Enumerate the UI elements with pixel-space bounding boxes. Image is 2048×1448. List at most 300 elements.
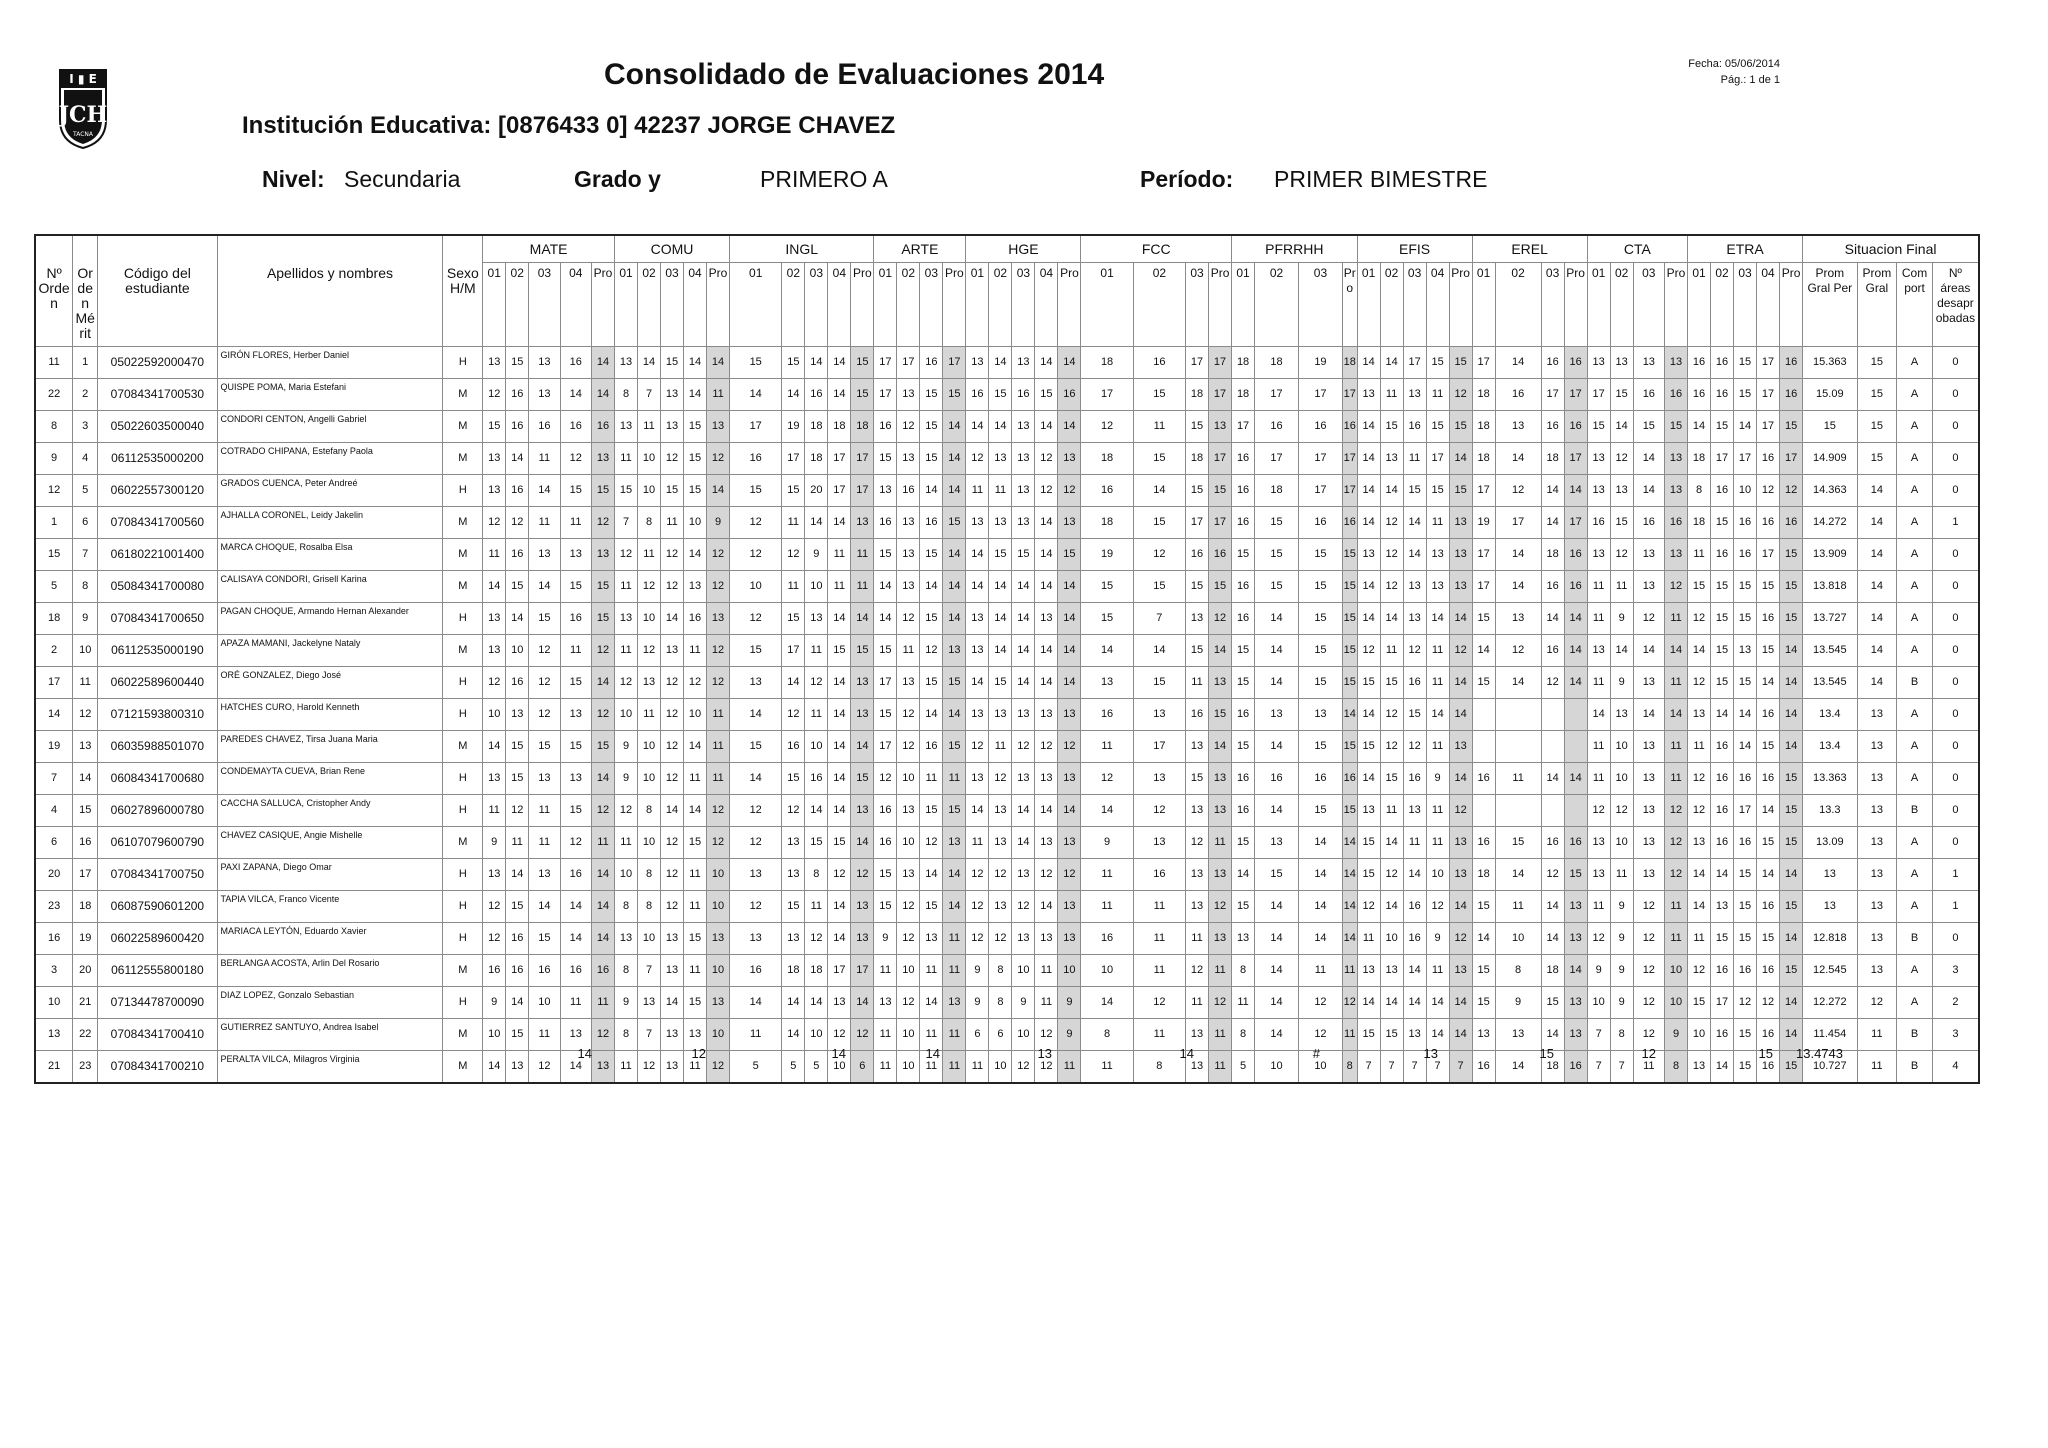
promedio-cell: 13 — [1209, 859, 1232, 891]
area-average: 14 — [925, 1046, 940, 1061]
grade-cell: 15 — [1380, 411, 1403, 443]
sub-header: 02 — [638, 263, 661, 347]
grade-cell: 16 — [730, 955, 782, 987]
grade-cell: 13 — [560, 763, 591, 795]
promedio-cell: 11 — [707, 763, 730, 795]
promedio-cell: 16 — [1342, 507, 1357, 539]
promedio-cell: 14 — [943, 539, 966, 571]
grade-cell: 16 — [1711, 539, 1734, 571]
nro-cell: 10 — [35, 987, 73, 1019]
grade-cell: 16 — [1232, 443, 1255, 475]
grade-cell: 14 — [684, 347, 707, 379]
sub-header: 03 — [1012, 263, 1035, 347]
grade-cell: 8 — [989, 987, 1012, 1019]
areas-desaprobadas-cell: 3 — [1932, 955, 1979, 987]
grade-cell: 14 — [1255, 1019, 1299, 1051]
grade-cell: 15 — [1298, 571, 1342, 603]
areas-desaprobadas-cell: 0 — [1932, 667, 1979, 699]
promedio-cell — [1564, 731, 1587, 763]
nro-cell: 20 — [35, 859, 73, 891]
promedio-cell: 15 — [943, 795, 966, 827]
grade-cell: 12 — [989, 763, 1012, 795]
promedio-cell: 18 — [1342, 347, 1357, 379]
prom-per-cell: 12.545 — [1803, 955, 1857, 987]
grade-cell: 15 — [1133, 443, 1185, 475]
grade-cell: 15 — [920, 891, 943, 923]
promedio-cell: 13 — [1449, 571, 1472, 603]
sub-header: 03 — [1734, 263, 1757, 347]
promedio-cell: 14 — [1564, 603, 1587, 635]
grade-cell: 12 — [615, 667, 638, 699]
grade-cell: 13 — [1633, 731, 1664, 763]
grade-cell: 12 — [897, 891, 920, 923]
promedio-cell: 17 — [1209, 507, 1232, 539]
sexo-cell: M — [443, 1051, 483, 1084]
grade-cell: 8 — [1610, 1019, 1633, 1051]
grade-cell: 15 — [1357, 667, 1380, 699]
promedio-cell: 11 — [943, 1019, 966, 1051]
grade-cell: 15 — [989, 379, 1012, 411]
grade-cell: 12 — [1587, 795, 1610, 827]
area-header: HGE — [966, 235, 1081, 263]
grade-cell: 14 — [828, 507, 851, 539]
promedio-cell: 15 — [591, 731, 614, 763]
orden-cell: 12 — [73, 699, 98, 731]
sub-header: Pro — [1449, 263, 1472, 347]
areas-desaprobadas-cell: 0 — [1932, 571, 1979, 603]
grade-cell: 17 — [1232, 411, 1255, 443]
grade-cell: 12 — [966, 859, 989, 891]
promedio-cell: 12 — [1449, 923, 1472, 955]
grade-cell: 15 — [1255, 507, 1299, 539]
grade-cell: 18 — [1472, 443, 1495, 475]
promedio-cell: 11 — [943, 955, 966, 987]
orden-cell: 23 — [73, 1051, 98, 1084]
promedio-cell: 9 — [1058, 987, 1081, 1019]
grade-cell: 16 — [1541, 347, 1564, 379]
grade-cell: 16 — [1186, 699, 1209, 731]
grade-cell: 14 — [805, 347, 828, 379]
grade-cell: 16 — [1688, 347, 1711, 379]
grade-cell: 12 — [684, 667, 707, 699]
grade-cell: 14 — [1380, 827, 1403, 859]
promedio-cell: 12 — [1449, 795, 1472, 827]
promedio-cell: 15 — [1780, 763, 1803, 795]
grade-cell: 15 — [874, 539, 897, 571]
codigo-cell: 07084341700530 — [98, 379, 217, 411]
grade-cell: 16 — [1255, 763, 1299, 795]
promedio-cell: 13 — [1058, 923, 1081, 955]
grade-cell: 16 — [1012, 379, 1035, 411]
grade-cell: 13 — [1688, 699, 1711, 731]
grade-cell: 13 — [989, 443, 1012, 475]
grade-cell: 12 — [1012, 731, 1035, 763]
grade-cell: 14 — [1012, 795, 1035, 827]
grade-cell: 15 — [1133, 379, 1185, 411]
grade-cell: 14 — [1298, 891, 1342, 923]
grade-cell: 6 — [989, 1019, 1012, 1051]
grade-cell: 13 — [1298, 699, 1342, 731]
grade-cell: 17 — [1495, 507, 1541, 539]
prom-gral-cell: 13 — [1857, 699, 1897, 731]
grade-cell: 12 — [615, 539, 638, 571]
promedio-cell: 14 — [591, 859, 614, 891]
grade-cell: 16 — [1734, 539, 1757, 571]
grade-cell: 18 — [1081, 443, 1133, 475]
areas-desaprobadas-cell: 0 — [1932, 731, 1979, 763]
promedio-cell: 15 — [1342, 795, 1357, 827]
grade-cell: 16 — [1232, 699, 1255, 731]
prom-gral-cell: 13 — [1857, 731, 1897, 763]
prom-gral-cell: 15 — [1857, 379, 1897, 411]
promedio-cell: 14 — [1342, 699, 1357, 731]
promedio-cell: 15 — [591, 603, 614, 635]
promedio-cell: 15 — [1342, 539, 1357, 571]
promedio-cell: 11 — [943, 1051, 966, 1084]
grade-cell: 16 — [1255, 411, 1299, 443]
promedio-cell: 12 — [1665, 859, 1688, 891]
prom-per-cell: 13.4 — [1803, 731, 1857, 763]
promedio-cell: 15 — [943, 667, 966, 699]
grade-cell: 10 — [1081, 955, 1133, 987]
grade-cell: 11 — [874, 1019, 897, 1051]
grade-cell: 11 — [989, 475, 1012, 507]
grade-cell: 12 — [1035, 1051, 1058, 1084]
sub-header: Pro — [1058, 263, 1081, 347]
orden-cell: 13 — [73, 731, 98, 763]
grade-cell: 18 — [805, 955, 828, 987]
grade-cell: 13 — [1035, 763, 1058, 795]
promedio-cell: 14 — [943, 475, 966, 507]
grade-cell: 13 — [730, 667, 782, 699]
grade-cell: 15 — [1426, 347, 1449, 379]
grade-cell: 14 — [1298, 827, 1342, 859]
promedio-cell: 12 — [591, 1019, 614, 1051]
grade-cell: 13 — [805, 603, 828, 635]
nombre-cell: CALISAYA CONDORI, Grisell Karina — [217, 571, 443, 603]
codigo-cell: 06112535000190 — [98, 635, 217, 667]
grade-cell: 13 — [1380, 443, 1403, 475]
grade-cell: 16 — [1541, 411, 1564, 443]
nombre-cell: GIRÓN FLORES, Herber Daniel — [217, 347, 443, 379]
grade-cell: 14 — [920, 859, 943, 891]
grade-cell: 15 — [684, 475, 707, 507]
grade-cell: 11 — [1426, 955, 1449, 987]
grade-cell: 17 — [1472, 347, 1495, 379]
grade-cell: 14 — [1541, 763, 1564, 795]
grade-cell: 7 — [1610, 1051, 1633, 1084]
codigo-cell: 07084341700210 — [98, 1051, 217, 1084]
grade-cell: 13 — [966, 507, 989, 539]
grade-cell: 12 — [805, 923, 828, 955]
grade-cell: 14 — [1255, 923, 1299, 955]
grade-cell: 15 — [1232, 539, 1255, 571]
grade-cell: 15 — [782, 603, 805, 635]
grade-cell: 14 — [1255, 891, 1299, 923]
grade-cell: 15 — [989, 539, 1012, 571]
grade-cell: 16 — [1081, 475, 1133, 507]
promedio-cell: 13 — [943, 987, 966, 1019]
grade-cell: 14 — [1711, 859, 1734, 891]
grade-cell: 9 — [483, 987, 506, 1019]
grade-cell: 17 — [1081, 379, 1133, 411]
promedio-cell: 14 — [1449, 667, 1472, 699]
grade-cell: 12 — [897, 411, 920, 443]
sub-header: 01 — [730, 263, 782, 347]
grade-cell: 12 — [1633, 1019, 1664, 1051]
grade-cell: 13 — [1186, 1019, 1209, 1051]
grade-cell: 14 — [638, 347, 661, 379]
sexo-cell: M — [443, 507, 483, 539]
grade-cell: 9 — [1081, 827, 1133, 859]
codigo-cell: 06087590601200 — [98, 891, 217, 923]
grade-cell: 8 — [615, 955, 638, 987]
grade-cell: 12 — [1757, 987, 1780, 1019]
grade-cell: 11 — [638, 411, 661, 443]
promedio-cell: 14 — [1564, 635, 1587, 667]
grade-cell: 11 — [684, 763, 707, 795]
grade-cell: 13 — [897, 667, 920, 699]
comport-cell: A — [1897, 827, 1933, 859]
grade-cell: 14 — [966, 539, 989, 571]
table-row — [35, 763, 1979, 795]
nombre-cell: TAPIA VILCA, Franco Vicente — [217, 891, 443, 923]
grade-cell: 15 — [1711, 571, 1734, 603]
grade-cell: 12 — [1380, 731, 1403, 763]
grade-cell: 13 — [506, 699, 529, 731]
promedio-cell: 15 — [1342, 667, 1357, 699]
grade-cell: 13 — [1035, 827, 1058, 859]
grade-cell: 16 — [1757, 1019, 1780, 1051]
table-row — [35, 891, 1979, 923]
area-header: PFRRHH — [1232, 235, 1358, 263]
grade-cell: 9 — [1610, 603, 1633, 635]
grade-cell: 14 — [1633, 699, 1664, 731]
grade-cell: 15 — [506, 1019, 529, 1051]
grade-cell: 14 — [805, 507, 828, 539]
grade-cell: 12 — [1610, 795, 1633, 827]
grade-cell: 14 — [920, 699, 943, 731]
grade-cell: 12 — [730, 891, 782, 923]
grade-cell: 14 — [1012, 667, 1035, 699]
grade-cell: 11 — [1688, 731, 1711, 763]
grade-cell: 13 — [966, 603, 989, 635]
grade-cell: 7 — [638, 379, 661, 411]
areas-desaprobadas-cell: 0 — [1932, 763, 1979, 795]
promedio-cell: 16 — [1780, 347, 1803, 379]
sexo-cell: M — [443, 571, 483, 603]
promedio-cell: 12 — [707, 795, 730, 827]
grade-cell: 14 — [1541, 891, 1564, 923]
grade-cell: 15 — [1186, 475, 1209, 507]
promedio-cell: 8 — [1665, 1051, 1688, 1084]
promedio-cell: 12 — [1449, 635, 1472, 667]
prom-per-cell: 13.909 — [1803, 539, 1857, 571]
promedio-cell: 13 — [851, 795, 874, 827]
promedio-cell: 17 — [1342, 475, 1357, 507]
promedio-cell: 14 — [1342, 923, 1357, 955]
grade-cell: 16 — [1757, 1051, 1780, 1084]
prom-gral-cell: 11 — [1857, 1051, 1897, 1084]
grade-cell: 15 — [1711, 603, 1734, 635]
grade-cell: 15 — [1403, 475, 1426, 507]
grade-cell: 14 — [782, 379, 805, 411]
grade-cell: 15 — [1426, 475, 1449, 507]
promedio-cell: 14 — [1449, 891, 1472, 923]
periodo-value: PRIMER BIMESTRE — [1274, 166, 1488, 192]
grade-cell: 12 — [529, 667, 560, 699]
orden-cell: 19 — [73, 923, 98, 955]
grade-cell: 13 — [1357, 539, 1380, 571]
grade-cell: 11 — [1186, 923, 1209, 955]
promedio-cell: 12 — [1058, 859, 1081, 891]
grade-cell: 12 — [1133, 987, 1185, 1019]
promedio-cell: 14 — [1342, 859, 1357, 891]
grade-cell: 16 — [1081, 923, 1133, 955]
promedio-cell: 12 — [707, 635, 730, 667]
grade-cell: 14 — [529, 571, 560, 603]
grade-cell: 15 — [1357, 731, 1380, 763]
promedio-cell: 17 — [1209, 443, 1232, 475]
grade-cell: 11 — [874, 1051, 897, 1084]
codigo-cell: 07084341700410 — [98, 1019, 217, 1051]
grade-cell: 17 — [828, 443, 851, 475]
grade-cell: 18 — [1472, 859, 1495, 891]
grade-cell: 17 — [1255, 379, 1299, 411]
comport-cell: B — [1897, 795, 1933, 827]
grade-cell: 15 — [1734, 1019, 1757, 1051]
promedio-cell: 12 — [1209, 987, 1232, 1019]
grade-cell: 14 — [1495, 1051, 1541, 1084]
grade-cell — [1495, 699, 1541, 731]
grade-cell: 14 — [506, 603, 529, 635]
grade-cell: 11 — [506, 827, 529, 859]
grade-cell: 10 — [638, 923, 661, 955]
grade-cell: 14 — [684, 731, 707, 763]
grade-cell: 17 — [782, 635, 805, 667]
nro-cell: 4 — [35, 795, 73, 827]
grade-cell: 11 — [1587, 667, 1610, 699]
promedio-cell: 12 — [1342, 987, 1357, 1019]
grade-cell: 13 — [506, 1051, 529, 1084]
grade-cell: 14 — [1495, 539, 1541, 571]
grade-cell: 12 — [661, 859, 684, 891]
grade-cell: 17 — [1186, 507, 1209, 539]
promedio-cell: 13 — [591, 1051, 614, 1084]
grade-cell — [1495, 731, 1541, 763]
grade-cell: 17 — [1757, 539, 1780, 571]
nombre-cell: COTRADO CHIPANA, Estefany Paola — [217, 443, 443, 475]
grade-cell: 7 — [1426, 1051, 1449, 1084]
grade-cell: 13 — [1610, 347, 1633, 379]
prom-per-cell: 13.545 — [1803, 635, 1857, 667]
grade-cell: 15 — [1688, 571, 1711, 603]
sub-header: 02 — [1380, 263, 1403, 347]
grade-cell: 10 — [897, 955, 920, 987]
promedio-cell: 14 — [1058, 347, 1081, 379]
grade-cell: 9 — [1610, 667, 1633, 699]
grade-cell: 13 — [1012, 411, 1035, 443]
header-orden-merito: Or de n Mé rit — [73, 235, 98, 347]
grade-cell: 17 — [1298, 379, 1342, 411]
promedio-cell: 14 — [591, 347, 614, 379]
grade-cell: 16 — [1186, 539, 1209, 571]
grade-cell: 13 — [1133, 763, 1185, 795]
codigo-cell: 06107079600790 — [98, 827, 217, 859]
sexo-cell: M — [443, 539, 483, 571]
promedio-cell: 13 — [1058, 699, 1081, 731]
prom-per-cell: 12.818 — [1803, 923, 1857, 955]
grade-cell: 15 — [1403, 699, 1426, 731]
promedio-cell: 13 — [1564, 987, 1587, 1019]
sub-header: Pro — [943, 263, 966, 347]
grade-cell: 10 — [989, 1051, 1012, 1084]
grade-cell: 13 — [1587, 443, 1610, 475]
grade-cell: 16 — [1757, 603, 1780, 635]
promedio-cell: 11 — [851, 571, 874, 603]
grade-cell: 9 — [483, 827, 506, 859]
grade-cell: 12 — [1633, 955, 1664, 987]
areas-desaprobadas-cell: 0 — [1932, 635, 1979, 667]
grade-cell: 7 — [1357, 1051, 1380, 1084]
grade-cell: 16 — [1633, 379, 1664, 411]
table-row — [35, 603, 1979, 635]
grade-cell: 15 — [1734, 603, 1757, 635]
grade-cell: 14 — [782, 1019, 805, 1051]
grade-cell — [1541, 795, 1564, 827]
grade-cell: 14 — [920, 987, 943, 1019]
grade-cell: 12 — [828, 1019, 851, 1051]
promedio-cell: 15 — [1780, 603, 1803, 635]
sexo-cell: M — [443, 443, 483, 475]
grade-cell: 14 — [1610, 635, 1633, 667]
grade-cell: 8 — [615, 891, 638, 923]
sub-header: 02 — [1255, 263, 1299, 347]
grade-cell: 14 — [1426, 699, 1449, 731]
promedio-cell: 12 — [1665, 795, 1688, 827]
promedio-cell: 15 — [851, 379, 874, 411]
promedio-cell: 11 — [1665, 667, 1688, 699]
areas-desaprobadas-cell: 1 — [1932, 507, 1979, 539]
grade-cell: 14 — [483, 731, 506, 763]
promedio-cell: 15 — [1665, 411, 1688, 443]
grade-cell: 15 — [1734, 923, 1757, 955]
promedio-cell: 16 — [1564, 347, 1587, 379]
grade-cell: 14 — [966, 795, 989, 827]
grade-cell: 16 — [920, 347, 943, 379]
grade-cell: 11 — [638, 539, 661, 571]
area-average: 15 — [1758, 1046, 1773, 1061]
grade-cell: 12 — [966, 731, 989, 763]
grade-cell: 14 — [1012, 827, 1035, 859]
grade-cell: 15 — [1255, 859, 1299, 891]
grade-cell: 12 — [529, 699, 560, 731]
grade-cell: 12 — [1688, 955, 1711, 987]
grade-cell: 15 — [1541, 987, 1564, 1019]
comport-cell: A — [1897, 603, 1933, 635]
grade-cell: 11 — [1403, 443, 1426, 475]
promedio-cell: 17 — [851, 475, 874, 507]
sub-header: 02 — [506, 263, 529, 347]
grade-cell: 12 — [1298, 987, 1342, 1019]
orden-cell: 2 — [73, 379, 98, 411]
grade-cell: 10 — [1380, 923, 1403, 955]
grade-cell: 13 — [1380, 955, 1403, 987]
promedio-cell: 13 — [1564, 1019, 1587, 1051]
sexo-cell: H — [443, 795, 483, 827]
nro-cell: 5 — [35, 571, 73, 603]
grade-cell: 14 — [1380, 987, 1403, 1019]
